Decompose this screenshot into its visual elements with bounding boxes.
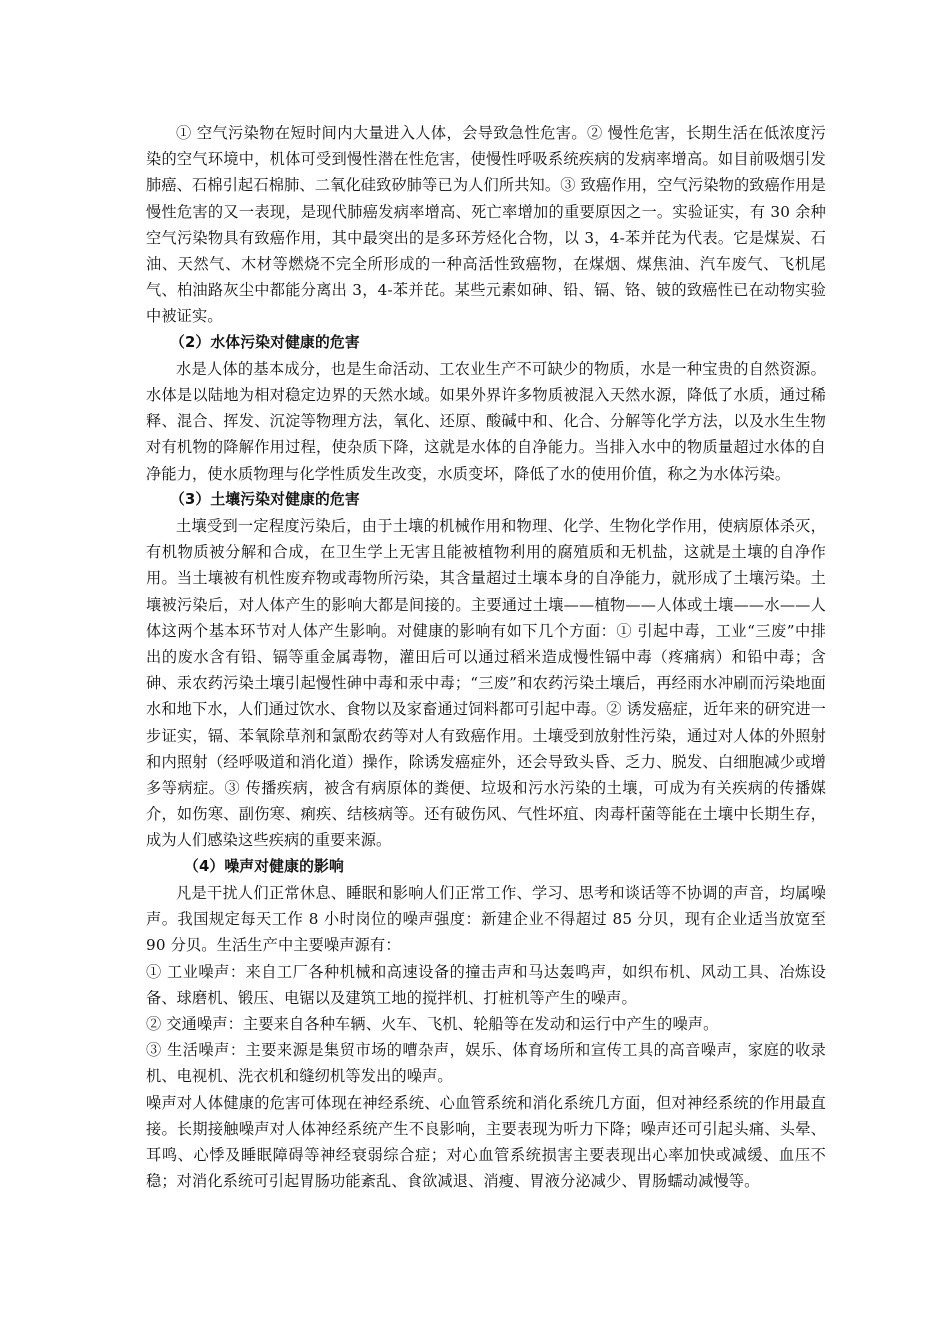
air-pollution-effects-paragraph: ① 空气污染物在短时间内大量进入人体，会导致急性危害。② 慢性危害，长期生活在低浓度污染的空气环境中，机体可受到慢性潜在性危害，使慢性呼吸系统疾病的发病率增高。如目前吸烟引发肺癌、石棉引起石棉肺、二氧化硅致矽肺等已为人们所共知。③ 致癌作用，空气污染物的致癌作用是慢性危害的又一表现，是现代肺癌发病率增高、死亡率增加的重要原因之一。实验证实，有 30 余种空气污染物具有致癌作用，其中最突出的是多环芳烃化合物，以 3，4-苯并芘为代表。它是煤炭、石油、天然气、木材等燃烧不完全所形成的一种高活性致癌物，在煤烟、煤焦油、汽车废气、飞机尾气、柏油路灰尘中都能分离出 3，4-苯并芘。某些元素如砷、铅、镉、铬、铍的致癌性已在动物实验中被证实。 — [146, 124, 826, 326]
water-pollution-heading: （2）水体污染对健康的危害 — [170, 333, 360, 351]
document-page — [146, 120, 826, 1194]
industrial-noise-item: ① 工业噪声：来自工厂各种机械和高速设备的撞击声和马达轰鸣声，如织布机、风动工具、冶炼设备、球磨机、锻压、电锯以及建筑工地的搅拌机、打桩机等产生的噪声。 — [146, 962, 826, 1007]
noise-heading: （4）噪声对健康的影响 — [184, 857, 344, 875]
soil-pollution-paragraph: 土壤受到一定程度污染后，由于土壤的机械作用和物理、化学、生物化学作用，使病原体杀灭，有机物质被分解和合成，在卫生学上无害且能被植物利用的腐殖质和无机盐，这就是土壤的自净作用。当土壤被有机性废弃物或毒物所污染，其含量超过土壤本身的自净能力，就形成了土壤污染。土壤被污染后，对人体产生的影响大都是间接的。主要通过土壤——植物——人体或土壤——水——人体这两个基本环节对人体产生影响。对健康的影响有如下几个方面：① 引起中毒，工业“三废”中排出的废水含有铅、镉等重金属毒物，灌田后可以通过稻米造成慢性镉中毒（疼痛病）和铅中毒；含砷、汞农药污染土壤引起慢性砷中毒和汞中毒；“三废”和农药污染土壤后，再经雨水冲刷而污染地面水和地下水，人们通过饮水、食物以及家畜通过饲料都可引起中毒。② 诱发癌症，近年来的研究进一步证实，镉、苯氧除草剂和氯酚农药等对人有致癌作用。土壤受到放射性污染，通过对人体的外照射和内照射（经呼吸道和消化道）操作，除诱发癌症外，还会导致头昏、乏力、脱发、白细胞减少或增多等病症。③ 传播疾病，被含有病原体的粪便、垃圾和污水污染的土壤，可成为有关疾病的传播媒介，如伤寒、副伤寒、痢疾、结核病等。还有破伤风、气性坏疽、肉毒杆菌等能在土壤中长期生存，成为人们感染这些疾病的重要来源。 — [146, 517, 826, 850]
soil-pollution-heading: （3）土壤污染对健康的危害 — [170, 490, 360, 508]
noise-definition-paragraph: 凡是干扰人们正常休息、睡眠和影响人们正常工作、学习、思考和谈话等不协调的声音，均属噪声。我国规定每天工作 8 小时岗位的噪声强度：新建企业不得超过 85 分贝，现有企业适当放宽至 90 分贝。生活生产中主要噪声源有： — [146, 883, 826, 955]
noise-harm-paragraph: 噪声对人体健康的危害可体现在神经系统、心血管系统和消化系统几方面，但对神经系统的作用最直接。长期接触噪声对人体神经系统产生不良影响，主要表现为听力下降；噪声还可引起头痛、头晕、耳鸣、心悸及睡眠障碍等神经衰弱综合症；对心血管系统损害主要表现出心率加快或减缓、血压不稳；对消化系统可引起胃肠功能紊乱、食欲减退、消瘦、胃液分泌减少、胃肠蠕动减慢等。 — [146, 1093, 826, 1191]
life-noise-item: ③ 生活噪声：主要来源是集贸市场的嘈杂声，娱乐、体育场所和宣传工具的高音噪声，家庭的收录机、电视机、洗衣机和缝纫机等发出的噪声。 — [146, 1041, 826, 1086]
water-pollution-paragraph: 水是人体的基本成分，也是生命活动、工农业生产不可缺少的物质，水是一种宝贵的自然资源。水体是以陆地为相对稳定边界的天然水域。如果外界许多物质被混入天然水源，降低了水质，通过稀释、混合、挥发、沉淀等物理方法，氧化、还原、酸碱中和、化合、分解等化学方法，以及水生生物对有机物的降解作用过程，使杂质下降，这就是水体的自净能力。当排入水中的物质量超过水体的自净能力，使水质物理与化学性质发生改变，水质变坏，降低了水的使用价值，称之为水体污染。 — [146, 359, 826, 483]
traffic-noise-item: ② 交通噪声：主要来自各种车辆、火车、飞机、轮船等在发动和运行中产生的噪声。 — [146, 1014, 719, 1033]
